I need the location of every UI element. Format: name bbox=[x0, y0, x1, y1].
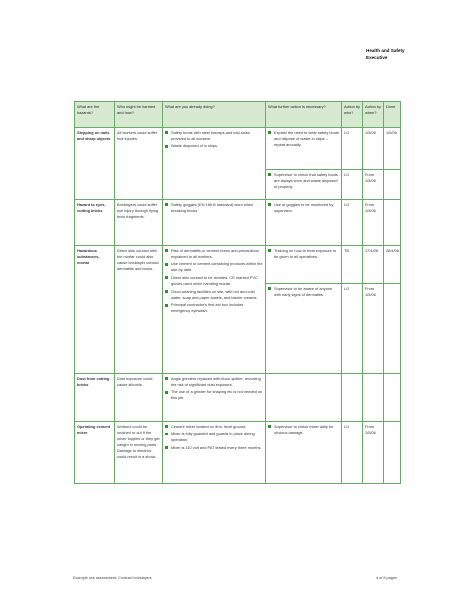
footer-page-number: 4 of 5 pages bbox=[376, 576, 397, 580]
control-item: Principal contractor's first aid box includes emergency eyewash. bbox=[165, 302, 263, 314]
control-item: Risk of dermatitis or cement burns and precautions explained to all workers. bbox=[165, 248, 263, 260]
action-by-when-cell: From 1/5/06 bbox=[363, 200, 384, 246]
further-action-cell bbox=[266, 284, 342, 374]
action-item: Explain the need to wear safety boots and dispose of waste in skips – repeat annually. bbox=[268, 130, 339, 148]
done-cell bbox=[384, 170, 401, 200]
done-cell bbox=[384, 422, 401, 484]
table-header-row bbox=[75, 102, 401, 128]
hazard-cell: Hazard to eyes, cutting bricks bbox=[75, 200, 115, 246]
control-item: Cement mixer located on firm, level ground. bbox=[165, 424, 263, 430]
who-harmed-cell: Workers could be crushed or cut if the mixer topples or they get caught in moving parts. Damage to electrics could result in a shock. bbox=[115, 422, 163, 484]
control-item: Use cement or cement containing products within the use-by date. bbox=[165, 261, 263, 273]
column-header: What are the hazards? bbox=[75, 102, 115, 128]
who-harmed-cell: Bricklayers could suffer eye injury through flying brick fragments. bbox=[115, 200, 163, 246]
action-item: Training on how to treat exposure to be given to all operatives. bbox=[268, 248, 339, 260]
footer-document-title: Example risk assessment: Contract bricklayers bbox=[73, 576, 152, 580]
control-item: Safety boots with steel toecaps and mid-soles provided to all workers. bbox=[165, 130, 263, 142]
table-row bbox=[75, 128, 401, 170]
column-header: Done bbox=[384, 102, 401, 128]
hazard-cell: Hazardous substances, mortar bbox=[75, 246, 115, 374]
action-by-when-cell: From 1/5/06 bbox=[363, 170, 384, 200]
org-line-2: Executive bbox=[366, 55, 388, 60]
column-header: What further action is necessary? bbox=[266, 102, 342, 128]
control-item: Mixer is 110 volt and PAT tested every three months. bbox=[165, 445, 263, 451]
done-cell bbox=[384, 374, 401, 422]
column-header: Action by when? bbox=[363, 102, 384, 128]
action-item: Supervisor to check mixer daily for obvious damage. bbox=[268, 424, 339, 436]
control-item: Angle grinders replaced with block splitter, removing the risk of significant dust exposure. bbox=[165, 376, 263, 388]
controls-cell bbox=[163, 200, 266, 246]
action-by-who-cell: LG bbox=[342, 422, 363, 484]
controls-cell bbox=[163, 422, 266, 484]
action-by-when-cell: From 1/5/06 bbox=[363, 284, 384, 374]
action-by-when-cell bbox=[363, 374, 384, 422]
action-by-who-cell: LG bbox=[342, 200, 363, 246]
hazard-cell: Stepping on nails and sharp objects bbox=[75, 128, 115, 200]
action-by-who-cell: LG bbox=[342, 170, 363, 200]
done-cell: 1/5/06 bbox=[384, 128, 401, 170]
table-row bbox=[75, 200, 401, 246]
action-item: Supervisor to be aware of anyone with early signs of dermatitis. bbox=[268, 286, 339, 298]
control-item: Good washing facilities on site, with hot and cold water, soap and paper towels, and barrier creams. bbox=[165, 289, 263, 301]
hazard-cell: Operating cement mixer bbox=[75, 422, 115, 484]
further-action-cell bbox=[266, 200, 342, 246]
further-action-cell bbox=[266, 246, 342, 284]
further-action-cell bbox=[266, 422, 342, 484]
action-by-when-cell: 1/5/06 bbox=[363, 128, 384, 170]
org-line-1: Health and Safety bbox=[366, 48, 405, 53]
action-by-when-cell: 17/4/06 bbox=[363, 246, 384, 284]
who-harmed-cell: Dust exposure could cause silicosis. bbox=[115, 374, 163, 422]
table-row bbox=[75, 246, 401, 284]
organisation-name bbox=[366, 47, 456, 61]
control-item: Mixer is fully guarded and guards in place during operation. bbox=[165, 431, 263, 443]
table-row bbox=[75, 374, 401, 422]
control-item: Waste disposed of in skips. bbox=[165, 143, 263, 149]
action-by-who-cell: TB bbox=[342, 246, 363, 284]
controls-cell bbox=[163, 374, 266, 422]
column-header: Action by who? bbox=[342, 102, 363, 128]
action-item: Use of goggles to be monitored by supervisor. bbox=[268, 202, 339, 214]
action-by-who-cell: LG bbox=[342, 128, 363, 170]
control-item: The use of a grinder for shaping etc is not needed on this job. bbox=[165, 389, 263, 401]
controls-cell bbox=[163, 128, 266, 200]
action-by-who-cell bbox=[342, 374, 363, 422]
risk-assessment-table bbox=[74, 101, 401, 484]
done-cell bbox=[384, 284, 401, 374]
action-item: Supervisor to check that safety boots are always worn and waste disposed of properly. bbox=[268, 172, 339, 190]
further-action-cell bbox=[266, 128, 342, 170]
hazard-cell: Dust from cutting bricks bbox=[75, 374, 115, 422]
control-item: Safety goggles (EN 166 B standard) worn when breaking bricks. bbox=[165, 202, 263, 214]
controls-cell bbox=[163, 246, 266, 374]
further-action-cell bbox=[266, 374, 342, 422]
who-harmed-cell: All workers could suffer foot injuries. bbox=[115, 128, 163, 200]
table-row bbox=[75, 422, 401, 484]
done-cell bbox=[384, 200, 401, 246]
done-cell: 28/4/06 bbox=[384, 246, 401, 284]
action-by-when-cell: From 1/5/06 bbox=[363, 422, 384, 484]
further-action-cell bbox=[266, 170, 342, 200]
column-header: Who might be harmed and how? bbox=[115, 102, 163, 128]
control-item: Direct skin contact to be avoided. CE marked PVC gloves used when handling mortar. bbox=[165, 275, 263, 287]
who-harmed-cell: Direct skin contact with the mortar could also cause bricklayer contact dermatitis and burns. bbox=[115, 246, 163, 374]
action-by-who-cell: LG bbox=[342, 284, 363, 374]
column-header: What are you already doing? bbox=[163, 102, 266, 128]
